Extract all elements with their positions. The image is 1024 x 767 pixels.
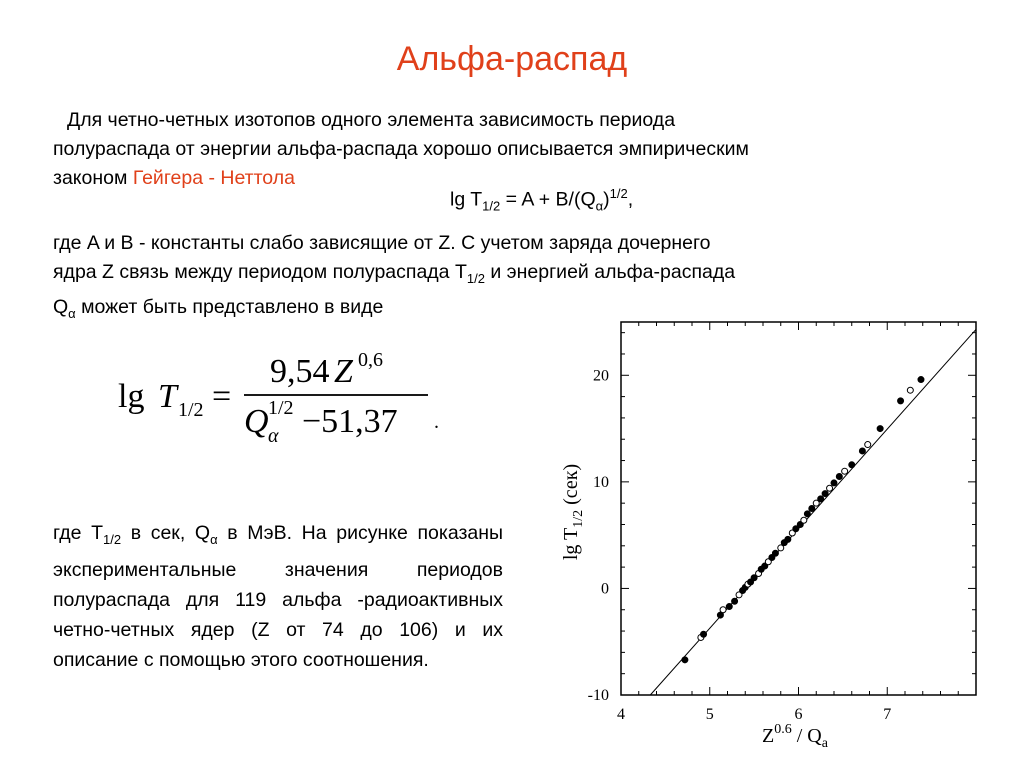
- data-point: [918, 377, 924, 383]
- formula-minus-const: −51,37: [302, 403, 398, 440]
- data-point: [726, 604, 732, 610]
- y-tick-label: -10: [587, 687, 609, 704]
- explanation-line-3-rest: может быть представлено в виде: [75, 295, 384, 318]
- explanation-line-1: где A и B - константы слабо зависящие от Z. С учетом заряда дочернего: [53, 232, 711, 254]
- desc-alpha: α: [210, 531, 218, 547]
- law-close: ): [603, 188, 610, 211]
- intro-line-2: полураспада от энергии альфа-распада хорошо описывается эмпирическим: [53, 138, 749, 160]
- data-point: [732, 598, 738, 604]
- desc-t1: где T: [53, 522, 104, 544]
- description-paragraph: [53, 518, 503, 675]
- data-point: [682, 657, 688, 663]
- data-point: [818, 496, 824, 502]
- intro-line-3-prefix: законом: [53, 167, 133, 189]
- law-prefix: lg T: [450, 188, 483, 211]
- data-point: [809, 506, 815, 512]
- data-point: [772, 550, 778, 556]
- x-tick-label: 5: [705, 706, 714, 723]
- explanation-q: Q: [53, 295, 69, 318]
- explanation-alpha: α: [68, 305, 76, 321]
- formula-Z: Z: [334, 353, 353, 390]
- x-tick-label: 4: [617, 706, 625, 723]
- intro-line-1: Для четно-четных изотопов одного элемента зависимость периода: [67, 109, 676, 131]
- intro-paragraph: [53, 106, 953, 193]
- y-tick-label: 10: [593, 473, 609, 491]
- formula-T: T: [158, 378, 177, 415]
- explanation-line-2-sub: 1/2: [466, 270, 485, 286]
- data-points: [682, 377, 924, 663]
- law-name: Гейгера - Неттола: [132, 167, 295, 189]
- data-point: [849, 462, 855, 468]
- formula-Q-alpha: α: [268, 425, 279, 447]
- data-point: [804, 511, 810, 517]
- explanation-line-2: [53, 258, 953, 293]
- y-axis-label: $\lg T_{1/2}$ (сек): [560, 463, 586, 561]
- desc-t1-sub: 1/2: [103, 531, 122, 547]
- x-tick-label: 6: [794, 706, 803, 723]
- law-sub: 1/2: [482, 198, 501, 214]
- data-point: [859, 448, 865, 454]
- formula-coef: 9,54: [270, 353, 330, 390]
- data-point: [827, 485, 833, 491]
- formula-equals: =: [212, 378, 232, 415]
- formula-period: .: [434, 411, 439, 433]
- law-middle: = A + B/(Q: [500, 188, 596, 211]
- formula-lg: lg: [118, 378, 145, 415]
- slide-title: Альфа-распад: [396, 40, 628, 78]
- law-sup: 1/2: [609, 186, 628, 201]
- data-point: [801, 517, 807, 523]
- data-point: [831, 480, 837, 486]
- half-life-chart: [545, 312, 985, 762]
- data-point: [898, 398, 904, 404]
- law-alpha: α: [595, 198, 604, 214]
- formula-Z-exp: 0,6: [358, 350, 383, 371]
- y-tick-labels: [588, 367, 609, 704]
- x-axis-label: $Z^{0.6} / Q_a$: [762, 722, 828, 751]
- data-point: [836, 474, 842, 480]
- y-tick-label: 20: [593, 367, 609, 385]
- explanation-line-2a: ядра Z связь между периодом полураспада T: [53, 261, 467, 283]
- data-point: [720, 607, 726, 613]
- x-tick-label: 7: [883, 706, 892, 723]
- geiger-nuttall-law: [450, 186, 633, 213]
- explanation-line-2b: и энергией альфа-распада: [484, 261, 736, 283]
- data-point: [785, 536, 791, 542]
- data-point: [822, 491, 828, 497]
- formula-Q-exp: 1/2: [268, 397, 294, 419]
- desc-t2: в сек, Q: [121, 522, 211, 544]
- formula-Q: Q: [244, 403, 269, 440]
- data-point: [907, 387, 913, 393]
- half-life-formula: [118, 350, 458, 460]
- data-point: [877, 426, 883, 432]
- x-tick-labels: [617, 706, 891, 723]
- data-point: [701, 631, 707, 637]
- law-suffix: ,: [627, 188, 634, 211]
- formula-T-sub: 1/2: [178, 399, 204, 421]
- data-point: [778, 545, 784, 551]
- desc-t3: в МэВ. На рисунке показаны экспериментальные значения периодов полураспада для 119 альфа -радиоактивных четно-четных ядер (Z от 74 до 106) и их описание с помощью этого соотношения.: [53, 522, 504, 671]
- data-point: [865, 442, 871, 448]
- y-tick-label: 0: [601, 580, 609, 598]
- data-point: [842, 468, 848, 474]
